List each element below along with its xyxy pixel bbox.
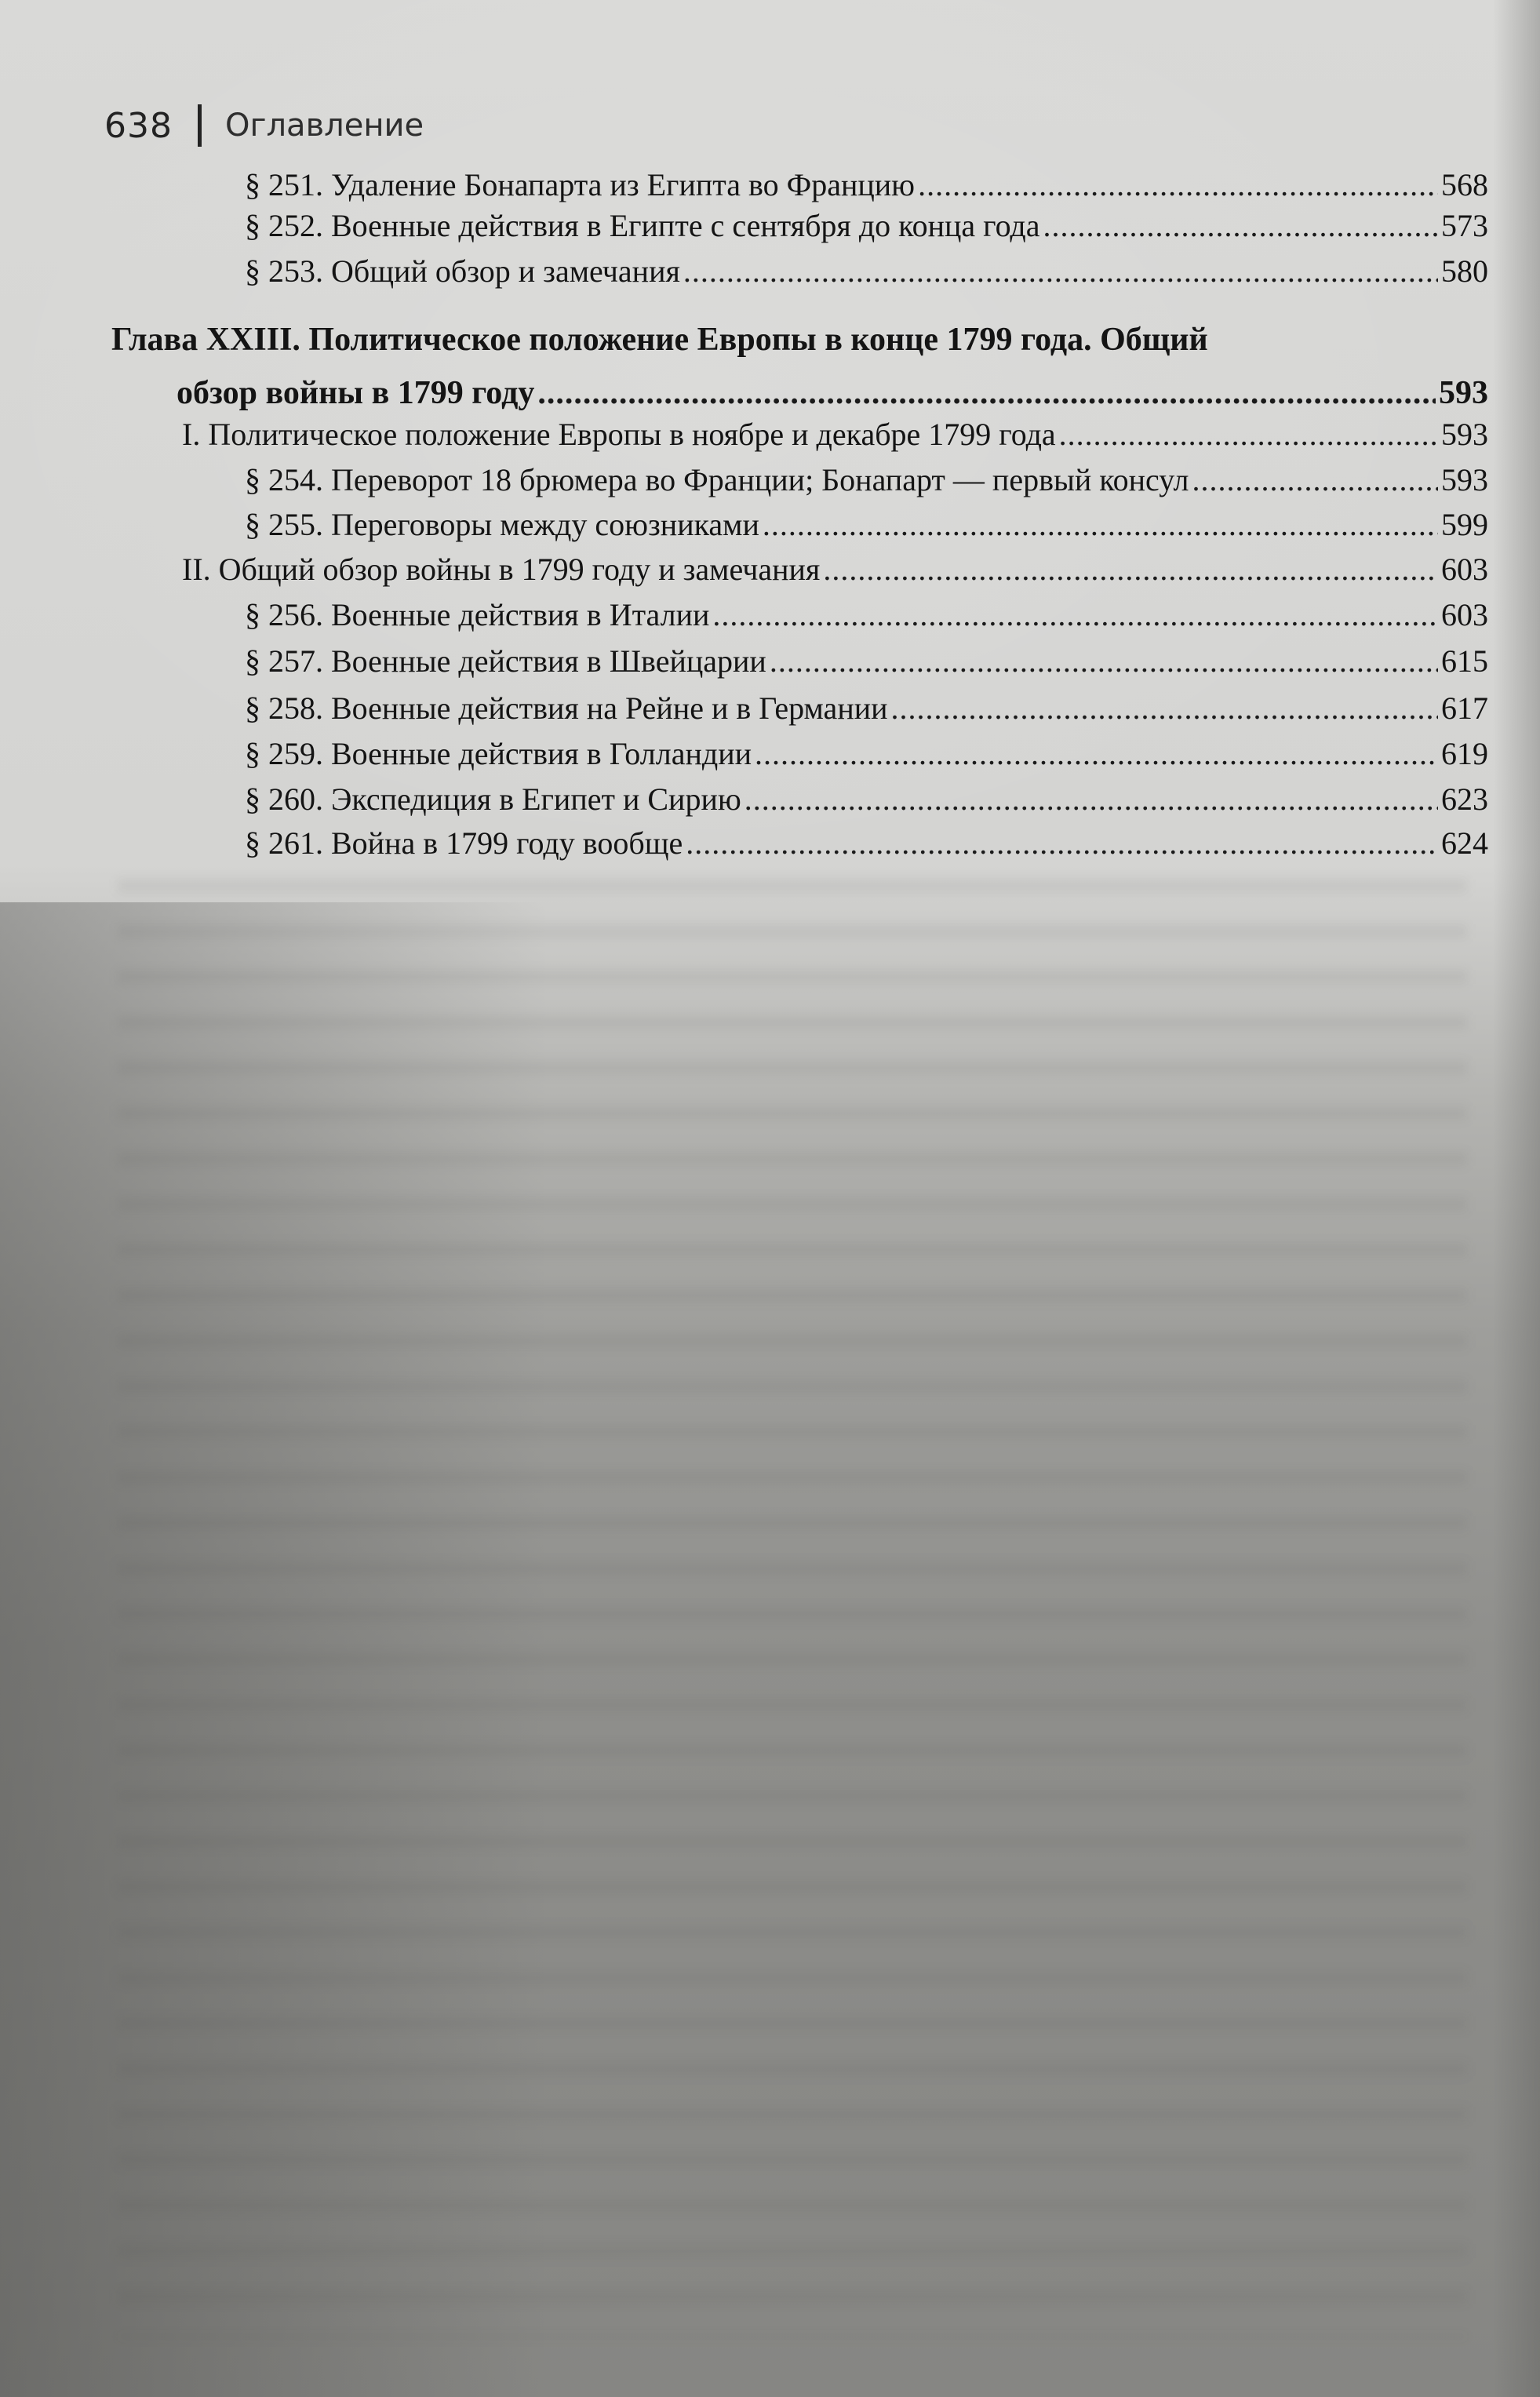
toc-entry [245, 592, 1488, 638]
toc-entry-page: 617 [1441, 690, 1488, 726]
chapter-heading-label: обзор войны в 1799 году [177, 375, 535, 411]
page-edge-shadow [1493, 0, 1540, 2397]
toc-entry [182, 547, 1488, 592]
leader-dots [686, 821, 1438, 866]
toc-entry-page: 593 [1441, 417, 1488, 452]
leader-dots [770, 639, 1438, 684]
leader-dots [1043, 203, 1438, 249]
toc-entry-label: I. Политическое положение Европы в ноябре и декабре 1799 года [182, 417, 1056, 452]
toc-entry-label: § 253. Общий обзор и замечания [245, 253, 680, 289]
toc-entry-label: § 258. Военные действия на Рейне и в Германии [245, 690, 888, 726]
leader-dots [1192, 457, 1438, 503]
toc-entry-page: 593 [1439, 375, 1488, 411]
toc-entry-page: 603 [1441, 597, 1488, 632]
toc-entry-page: 593 [1441, 462, 1488, 497]
toc-entry-label: § 256. Военные действия в Италии [245, 597, 710, 632]
leader-dots [755, 731, 1438, 777]
toc-entry-page: 623 [1441, 781, 1488, 817]
toc-entry-label: § 255. Переговоры между союзниками [245, 507, 759, 542]
leader-dots [763, 502, 1438, 548]
leader-dots [1059, 412, 1438, 457]
toc-entry-label: § 259. Военные действия в Голландии [245, 736, 752, 771]
toc-entry [245, 457, 1488, 503]
toc-entry [245, 777, 1488, 822]
toc-entry-page: 603 [1441, 552, 1488, 587]
toc-entry-page: 573 [1441, 208, 1488, 243]
leader-dots [712, 592, 1438, 638]
toc-entry-label: § 261. Война в 1799 году вообще [245, 825, 683, 861]
section-title: Оглавление [224, 107, 424, 144]
leader-dots [823, 547, 1438, 592]
toc-entry [245, 162, 1488, 208]
toc-entry [245, 639, 1488, 684]
toc-entry-page: 624 [1441, 825, 1488, 861]
toc-entry-label: § 251. Удаление Бонапарта из Египта во Францию [245, 167, 916, 202]
toc-entry [245, 821, 1488, 866]
toc-entry [182, 412, 1488, 457]
toc-entry [245, 249, 1488, 294]
running-header [104, 102, 424, 149]
toc-entry [245, 686, 1488, 731]
chapter-heading: Глава XXIII. Политическое положение Европы в конце 1799 года. Общий [111, 322, 1208, 358]
toc-entry [245, 203, 1488, 249]
toc-entry-page: 568 [1441, 167, 1488, 202]
toc-entry-label: § 257. Военные действия в Швейцарии [245, 643, 766, 679]
header-divider [198, 104, 202, 147]
toc-entry-page: 580 [1441, 253, 1488, 289]
toc-entry-label: § 260. Экспедиция в Египет и Сирию [245, 781, 741, 817]
leader-dots [683, 249, 1438, 294]
leader-dots [918, 162, 1438, 208]
toc-entry-label: § 254. Переворот 18 брюмера во Франции; Бонапарт — первый консул [245, 462, 1189, 497]
toc-entry-page: 615 [1441, 643, 1488, 679]
toc-entry-label: II. Общий обзор войны в 1799 году и замечания [182, 552, 821, 587]
toc-entry-page: 599 [1441, 507, 1488, 542]
page-number: 638 [104, 105, 173, 146]
page-shadow [0, 902, 549, 2397]
toc-entry [245, 502, 1488, 548]
toc-entry-label: § 252. Военные действия в Египте с сентября до конца года [245, 208, 1040, 243]
leader-dots [745, 777, 1438, 822]
chapter-heading-continuation [177, 370, 1488, 416]
leader-dots [537, 370, 1436, 416]
toc-entry-page: 619 [1441, 736, 1488, 771]
leader-dots [891, 686, 1438, 731]
toc-entry [245, 731, 1488, 777]
